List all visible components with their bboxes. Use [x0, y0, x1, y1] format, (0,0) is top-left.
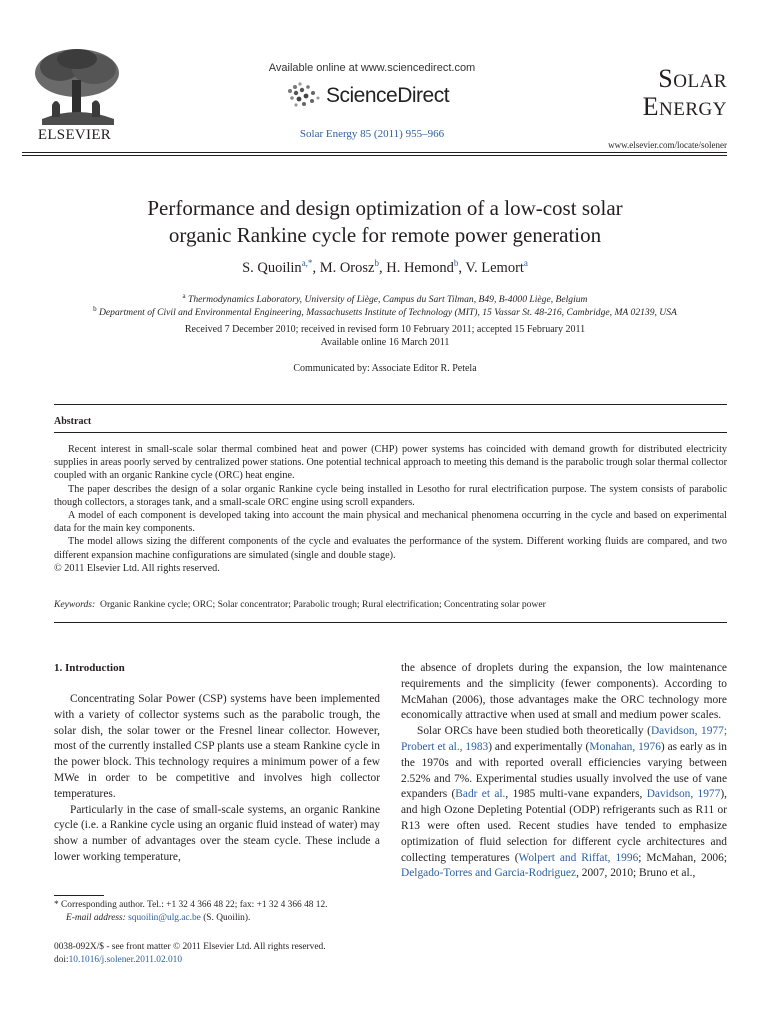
citation-link[interactable]: Badr et al. — [455, 788, 506, 801]
section-heading: 1. Introduction — [54, 662, 125, 674]
abstract-body — [54, 443, 727, 575]
journal-reference-link[interactable]: Solar Energy 85 (2011) 955–966 — [299, 128, 445, 140]
author-sup[interactable]: b — [374, 258, 379, 268]
footnote-rule — [54, 895, 104, 896]
affiliation-text: Department of Civil and Environmental Engineering, Massachusetts Institute of Technology (MIT), 15 Vassar St. 48-216, Cambridge, MA 02139, USA — [99, 307, 677, 319]
body-paragraph — [401, 724, 727, 882]
author-sup[interactable]: b — [453, 258, 459, 268]
journal-name-2-cap: E — [642, 92, 660, 121]
author-sep: , — [378, 259, 387, 276]
front-matter-note — [54, 941, 394, 966]
abstract-sub-rule — [54, 432, 727, 433]
abstract-paragraph: The paper describes the design of a solar organic Rankine cycle being installed in Lesotho for rural electrification purpose. The system consists of parabolic though collectors, a storages tank, and a small-scale ORC engine using scroll expanders. — [54, 483, 727, 508]
text-run: Solar ORCs have been studied both theoretically ( — [417, 725, 651, 738]
header-rule-double — [22, 155, 727, 156]
elsevier-tree-logo — [22, 45, 127, 127]
abstract-paragraph: Recent interest in small-scale solar thermal combined heat and power (CHP) power systems has coincided with demand growth for distributed electricity supplies in areas poorly served by centralized power stations. One potential technical approach to meeting this demand is the parabolic trough solar thermal collector coupled with an organic Rankine cycle (ORC) heat engine. — [54, 444, 727, 482]
journal-name-2-rest: NERGY — [659, 99, 727, 120]
abstract-paragraph: The model allows sizing the different components of the cycle and evaluates the performance of the system. Different working fluids are compared, and two different expansion machine configurations are simulated (single and double stage). — [54, 536, 727, 561]
journal-name — [595, 66, 727, 122]
footnote-star-line: * Corresponding author. Tel.: +1 32 4 366 48 22; fax: +1 32 4 366 48 12. — [54, 900, 328, 910]
left-column — [54, 692, 380, 866]
right-column — [401, 661, 727, 882]
citation-link[interactable]: Monahan, 1976 — [589, 740, 661, 753]
keywords-label: Keywords: — [54, 599, 96, 610]
keywords — [54, 599, 727, 610]
title-line-2: organic Rankine cycle for remote power generation — [168, 223, 602, 247]
citation-link[interactable]: Wolpert and Riffat, 1996 — [518, 851, 639, 864]
affiliation-text: Thermodynamics Laboratory, University of Liège, Campus du Sart Tilman, B49, B-4000 Liège, Belgium — [188, 294, 588, 306]
affiliation-sup: b — [93, 305, 97, 313]
email-link[interactable]: squoilin@ulg.ac.be — [128, 912, 201, 923]
author-name[interactable]: V. Lemort — [465, 259, 524, 276]
text-run: ; McMahan, 2006; — [638, 851, 727, 864]
available-online-text: Available online at www.sciencedirect.com — [268, 62, 476, 74]
affiliation-a — [40, 292, 730, 305]
citation-link[interactable]: Davidson, 1977 — [646, 788, 721, 801]
abstract-top-rule — [54, 404, 727, 405]
issn-line: 0038-092X/$ - see front matter © 2011 Elsevier Ltd. All rights reserved. — [54, 942, 326, 952]
abstract-bottom-rule — [54, 622, 727, 623]
author-list — [60, 258, 710, 277]
text-run: ) as early as in the 1970s and with reported overall efficiencies varying between 2.52% and 7%. Experimental studies usually involved the use of vane expanders ( — [401, 740, 727, 801]
text-run: ), and high Ozone Depleting Potential (ODP) refrigerants such as R11 or R13 were often used. Recent studies have tended to emphasize optimization of fluid selection for different cycle architectures and collecting temperatures ( — [401, 788, 727, 864]
email-label: E-mail address: — [66, 912, 126, 923]
journal-url-link[interactable]: www.elsevier.com/locate/solener — [608, 140, 727, 150]
author-sup[interactable]: a — [523, 258, 528, 268]
body-paragraph: Particularly in the case of small-scale systems, an organic Rankine cycle (i.e. a Rankine cycle using an organic fluid instead of water) may show a number of advantages over the steam cycle. These include a lower working temperature, — [54, 803, 380, 863]
received-dates: Received 7 December 2010; received in revised form 10 February 2011; accepted 15 February 2011 — [184, 324, 586, 335]
journal-name-1-cap: S — [658, 64, 674, 93]
affiliation-b — [40, 305, 730, 318]
sciencedirect-dots-logo — [284, 81, 324, 109]
author-name[interactable]: H. Hemond — [386, 259, 454, 276]
author-sep: , — [458, 259, 466, 276]
sciencedirect-wordmark: ScienceDirect — [326, 84, 450, 107]
email-suffix: (S. Quoilin). — [200, 912, 251, 923]
keywords-list: Organic Rankine cycle; ORC; Solar concentrator; Parabolic trough; Rural electrification; Concentrating solar power — [100, 599, 546, 610]
abstract-heading: Abstract — [54, 416, 92, 427]
header-rule — [22, 152, 727, 153]
doi-line — [54, 954, 394, 967]
journal-name-1-rest: OLAR — [673, 71, 727, 92]
abstract-paragraph: A model of each component is developed taking into account the main physical and mechanical phenomena occurring in the cycle and based on experimental data for the main key components. — [54, 510, 727, 535]
affiliation-sup: a — [182, 292, 186, 300]
article-title — [60, 195, 710, 249]
author-name[interactable]: S. Quoilin — [242, 259, 302, 276]
doi-link[interactable]: 10.1016/j.solener.2011.02.010 — [68, 954, 183, 965]
citation-link[interactable]: Davidson, 1977; Probert et al., 1983 — [401, 725, 727, 753]
corresponding-author-note — [54, 899, 384, 924]
doi-prefix: doi: — [54, 954, 69, 965]
body-paragraph: the absence of droplets during the expansion, the low maintenance requirements and the simplicity (fewer components). According to McMahan (2006), those advantages make the ORC technology more economically attractive when used at small and medium power scales. — [401, 662, 727, 722]
copyright-line: © 2011 Elsevier Ltd. All rights reserved. — [54, 562, 220, 574]
author-sup[interactable]: a,* — [301, 258, 313, 268]
author-name[interactable]: M. Orosz — [319, 259, 375, 276]
title-line-1: Performance and design optimization of a low-cost solar — [147, 196, 623, 220]
text-run: ) and experimentally ( — [488, 740, 590, 753]
text-run: , 2007, 2010; Bruno et al., — [576, 867, 696, 880]
body-paragraph: Concentrating Solar Power (CSP) systems have been implemented with a variety of collector systems such as the parabolic trough, the solar dish, the solar tower or the Fresnel linear collector. However, most of the currently installed CSP plants use a steam Rankine cycle in the power block. This technology requires a minimum power of a few MWe in order to be competitive and involves high collector temperatures. — [54, 693, 380, 800]
text-run: , 1985 multi-vane expanders, — [505, 788, 647, 801]
author-sep: , — [312, 259, 320, 276]
communicated-by: Communicated by: Associate Editor R. Petela — [293, 363, 477, 374]
publisher-name: ELSEVIER — [37, 127, 112, 143]
email-line — [54, 912, 384, 925]
citation-link[interactable]: Delgado-Torres and Garcia-Rodriguez — [401, 867, 577, 880]
available-date: Available online 16 March 2011 — [320, 337, 450, 348]
